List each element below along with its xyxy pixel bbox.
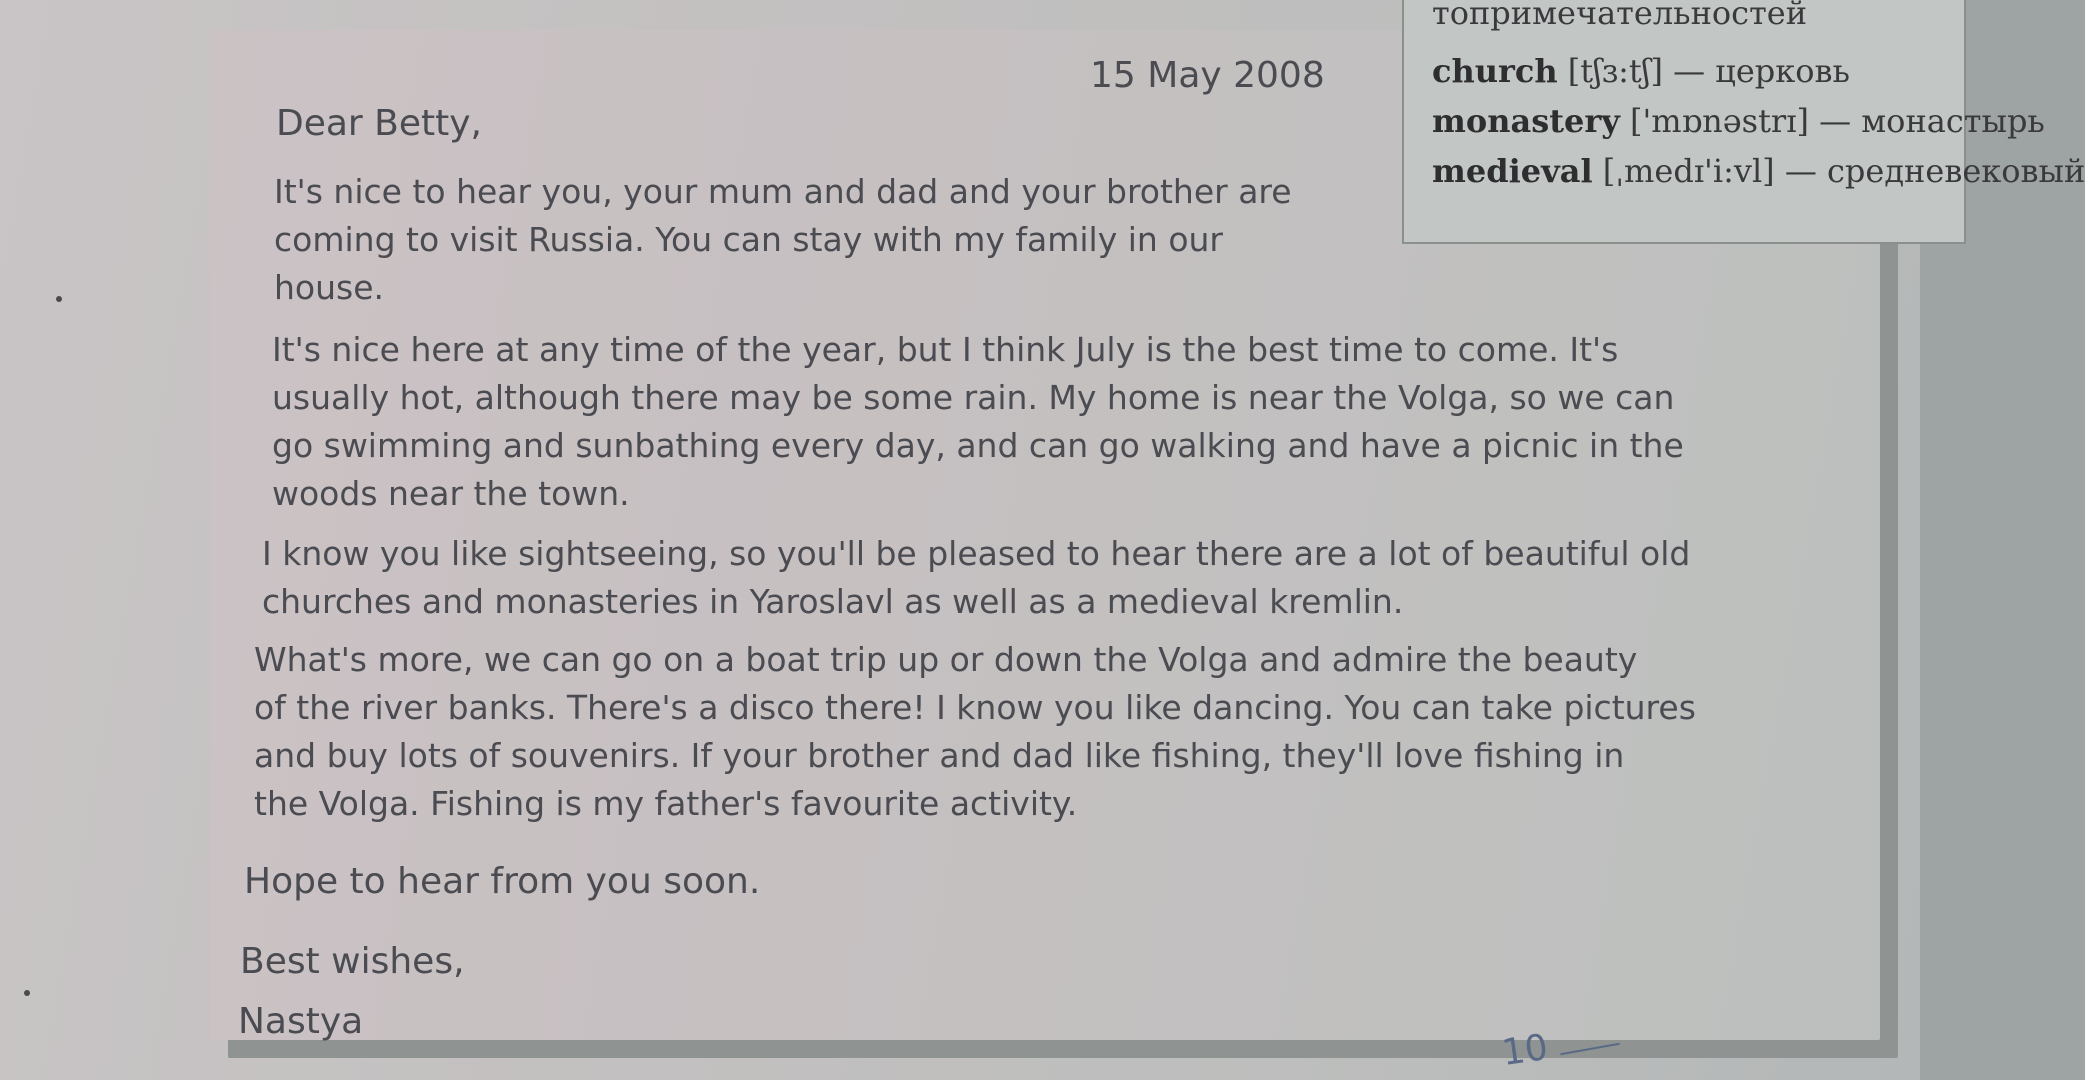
letter-line: house. (274, 268, 385, 307)
vocab-line (1432, 152, 2085, 190)
vocab-translation: ['mɒnəstrɪ] — монастырь (1619, 102, 2045, 140)
vocab-line (1432, 0, 1807, 32)
letter-line: churches and monasteries in Yaroslavl as well as a medieval kremlin. (262, 582, 1404, 621)
letter-line: It's nice here at any time of the year, but I think July is the best time to come. It's (272, 330, 1619, 369)
letter-line: the Volga. Fishing is my father's favourite activity. (254, 784, 1078, 823)
letter-signature: Nastya (238, 1001, 364, 1042)
letter-line: go swimming and sunbathing every day, and can go walking and have a picnic in the (272, 426, 1684, 465)
pencil-line (1560, 1043, 1619, 1055)
letter-paragraph (262, 530, 1690, 626)
letter-line: What's more, we can go on a boat trip up or down the Volga and admire the beauty (254, 640, 1638, 679)
vocab-word: medieval (1432, 152, 1593, 190)
letter-paragraph (274, 168, 1292, 312)
letter-line: woods near the town. (272, 474, 630, 513)
letter-line: usually hot, although there may be some rain. My home is near the Volga, so we can (272, 378, 1675, 417)
vocabulary-box (1402, 0, 2085, 244)
letter-line: It's nice to hear you, your mum and dad and your brother are (274, 172, 1292, 211)
vocab-word: church (1432, 52, 1558, 90)
letter-closing: Hope to hear from you soon. (244, 861, 761, 902)
vocab-translation: [tʃɜ:tʃ] — церковь (1557, 52, 1850, 90)
letter-date: 15 May 2008 (1090, 55, 1325, 96)
letter-sign-off: Best wishes, (240, 941, 465, 982)
vocab-translation: топримечательностей (1432, 0, 1808, 32)
letter-line: of the river banks. There's a disco there! I know you like dancing. You can take pictures (254, 688, 1696, 727)
page-speck (56, 296, 62, 302)
letter-line: and buy lots of souvenirs. If your brother and dad like fishing, they'll love fishing in (254, 736, 1625, 775)
letter-paragraph (272, 326, 1684, 518)
vocab-translation: [ˌmedɪ'i:vl] — средневековый (1592, 152, 2085, 190)
page-speck (24, 990, 30, 996)
vocab-line (1432, 52, 1850, 90)
letter-paragraph (254, 636, 1696, 828)
letter-line: coming to visit Russia. You can stay with my family in our (274, 220, 1223, 259)
letter-line: I know you like sightseeing, so you'll be pleased to hear there are a lot of beautiful old (262, 534, 1691, 573)
pencil-mark: 10 (1499, 1027, 1551, 1074)
vocab-word: monastery (1432, 102, 1620, 140)
letter-greeting: Dear Betty, (276, 103, 482, 144)
vocab-line (1432, 102, 2045, 140)
